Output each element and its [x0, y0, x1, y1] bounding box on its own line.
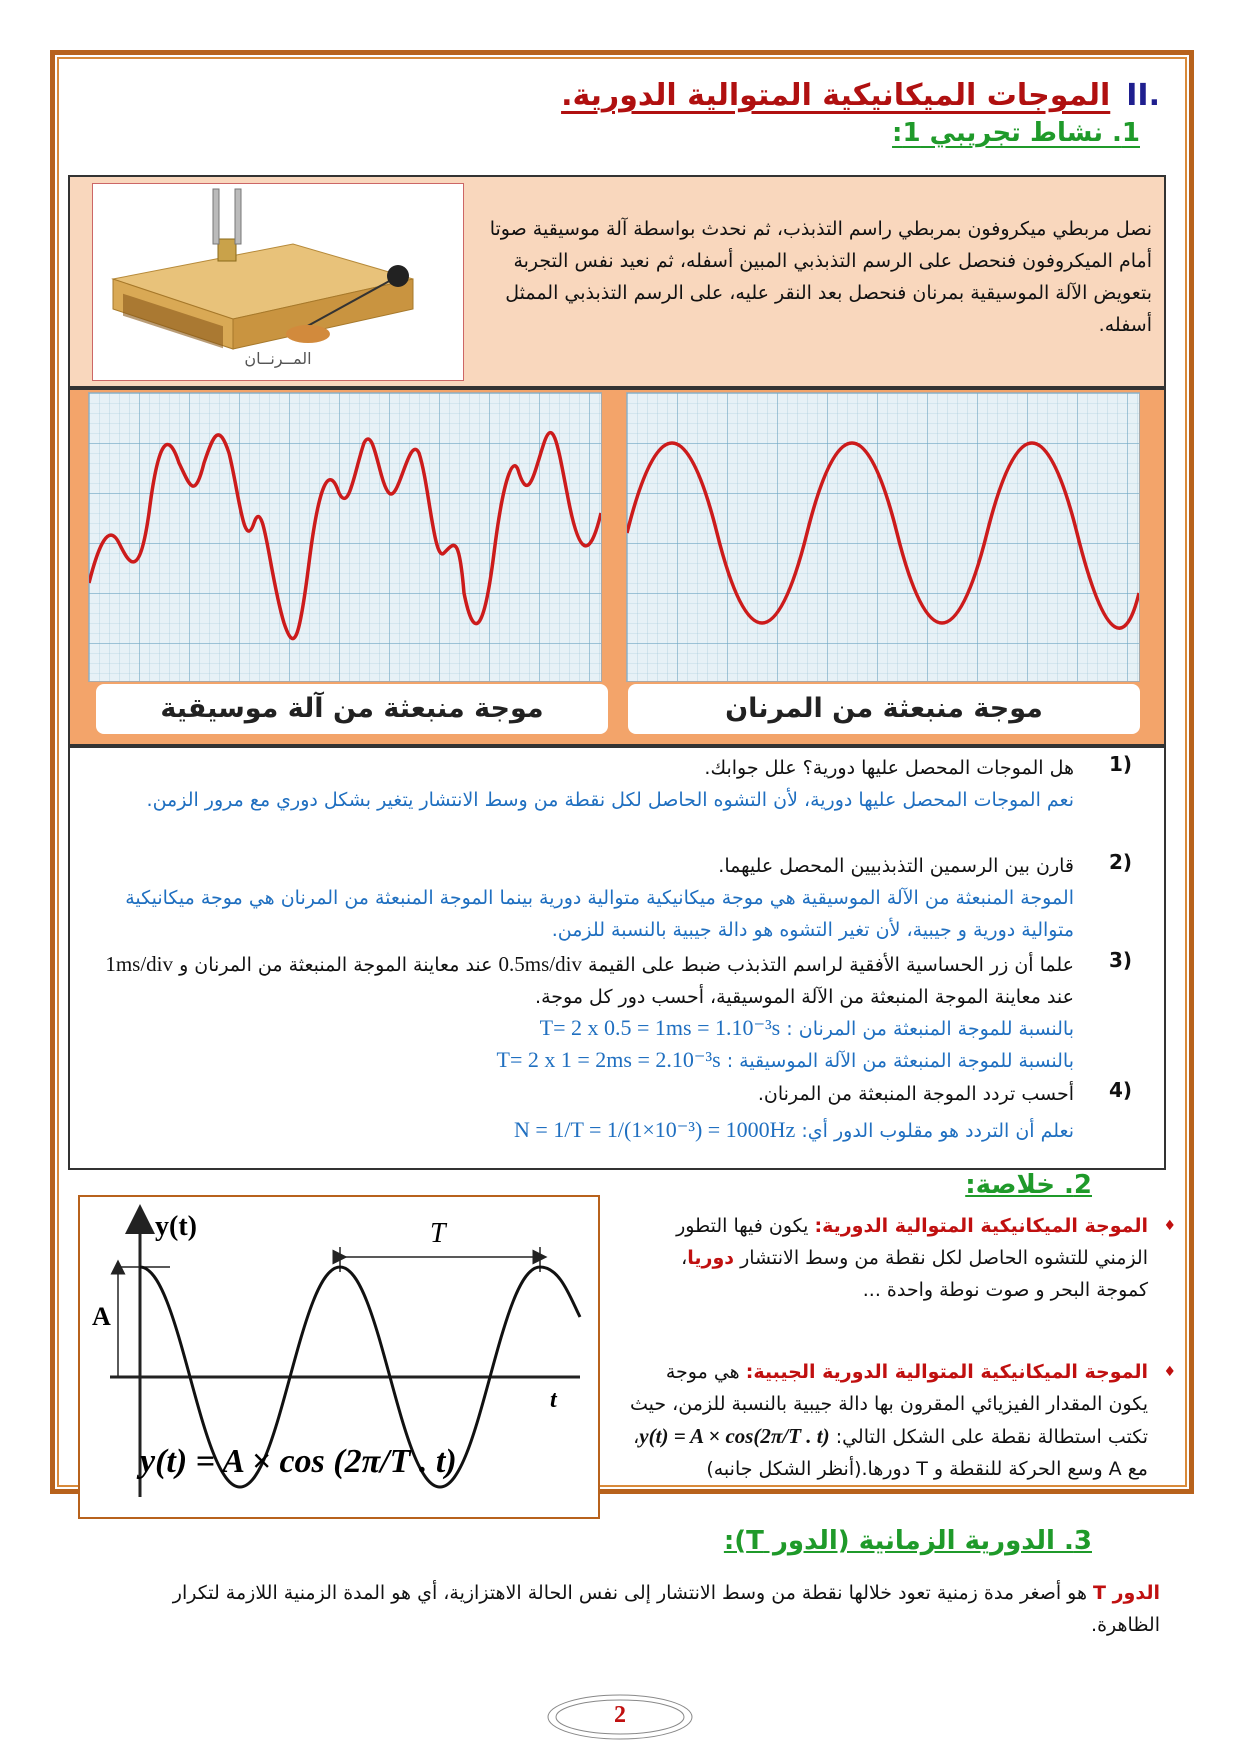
q3-answer-1: بالنسبة للموجة المنبعثة من المرنان : T= 2 x 0.5 = 1ms = 1.10⁻³s: [539, 1015, 1074, 1040]
cosine-formula: y(t) = A × cos (2π/T . t): [140, 1443, 457, 1480]
q3-text: علما أن زر الحساسية الأفقية لراسم التذبذب ضبط على القيمة 0.5ms/div عند معاينة الموجة المنبعثة من المرنان و 1ms/div عند معاينة الموجة المنبعثة من الآلة الموسيقية، أحسب دور كل موجة.: [105, 952, 1074, 1008]
q2-number: 2): [1108, 850, 1132, 874]
q1-answer: نعم الموجات المحصل عليها دورية، لأن التشوه الحاصل لكل نقطة من وسط الانتشار يتغير بشكل دوري مع مرور الزمن.: [146, 789, 1074, 811]
t-axis-label: t: [550, 1387, 557, 1413]
period-title: 3. الدورية الزمانية (الدور T):: [723, 1526, 1092, 1556]
q3-answer-2: بالنسبة للموجة المنبعثة من الآلة الموسيقية : T= 2 x 1 = 2ms = 2.10⁻³s: [496, 1047, 1074, 1072]
q2-answer: الموجة المنبعثة من الآلة الموسيقية هي موجة ميكانيكية متوالية دورية بينما الموجة المنبعثة من المرنان هي موجة ميكانيكية متوالية دورية و جيبية، لأن تغير التشوه هو دالة جيبية بالنسبة للزمن.: [125, 887, 1074, 941]
tuning-fork-photo: [92, 183, 464, 381]
q3-number: 3): [1108, 948, 1132, 972]
period-definition: الدور T هو أصغر مدة زمنية تعود خلالها نقطة من وسط الانتشار إلى نفس الحالة الاهتزازية، أي هو المدة الزمنية اللازمة لتكرار الظاهرة.: [172, 1582, 1160, 1636]
q1-number: 1): [1108, 752, 1132, 776]
page-number: 2: [545, 1692, 695, 1742]
summary-title: 2. خلاصة:: [965, 1170, 1092, 1200]
q4-answer: نعلم أن التردد هو مقلوب الدور أي: N = 1/T = 1/(1×10⁻³) = 1000Hz: [514, 1117, 1074, 1142]
period-label: T: [430, 1218, 446, 1249]
oscillogram-fork: [626, 392, 1140, 682]
section-title: .IIالموجات الميكانيكية المتوالية الدورية.: [561, 78, 1160, 113]
amplitude-label: A: [92, 1302, 111, 1331]
q4-number: 4): [1108, 1078, 1132, 1102]
caption-fork: موجة منبعثة من المرنان: [628, 684, 1140, 734]
cosine-figure: [78, 1195, 600, 1519]
q2-text: قارن بين الرسمين التذبذبيين المحصل عليهما.: [718, 855, 1074, 877]
intro-box: [68, 175, 1166, 388]
activity-title: 1. نشاط تجريبي 1:: [892, 118, 1140, 148]
y-axis-label: y(t): [155, 1211, 197, 1242]
intro-text: نصل مربطي ميكروفون بمربطي راسم التذبذب، ثم نحدث بواسطة آلة موسيقية صوتا أمام الميكروفون فنحصل على الرسم التذبذبي المبين أسفله، ثم نعيد نفس التجربة بتعويض الآلة الموسيقية بمرنان فنحصل بعد النقر عليه، على الرسم التذبذبي الممثل أسفله.: [489, 218, 1152, 336]
bullet-periodic: ♦ الموجة الميكانيكية المتوالية الدورية: يكون فيها التطور الزمني للتشوه الحاصل لكل نقطة من وسط الانتشار دوريا، كموجة البحر و صوت نوطة واحدة ...: [676, 1215, 1176, 1301]
photo-label: المــرنــان: [244, 349, 312, 368]
bullet-sinusoidal: ♦ الموجة الميكانيكية المتوالية الدورية الجيبية: هي موجة يكون المقدار الفيزيائي المقرون بها دالة جيبية بالنسبة للزمن، حيث تكتب استطالة نقطة على الشكل التالي: y(t) = A × cos(2π/T . t)، مع A وسع الحركة للنقطة و T دورها.(أنظر الشكل جانبه): [630, 1361, 1176, 1480]
questions-box: [68, 746, 1166, 1170]
caption-instrument: موجة منبعثة من آلة موسيقية: [96, 684, 608, 734]
q4-text: أحسب تردد الموجة المنبعثة من المرنان.: [757, 1083, 1074, 1105]
q1-text: هل الموجات المحصل عليها دورية؟ علل جوابك.: [704, 757, 1074, 779]
oscillogram-instrument: [88, 392, 602, 682]
